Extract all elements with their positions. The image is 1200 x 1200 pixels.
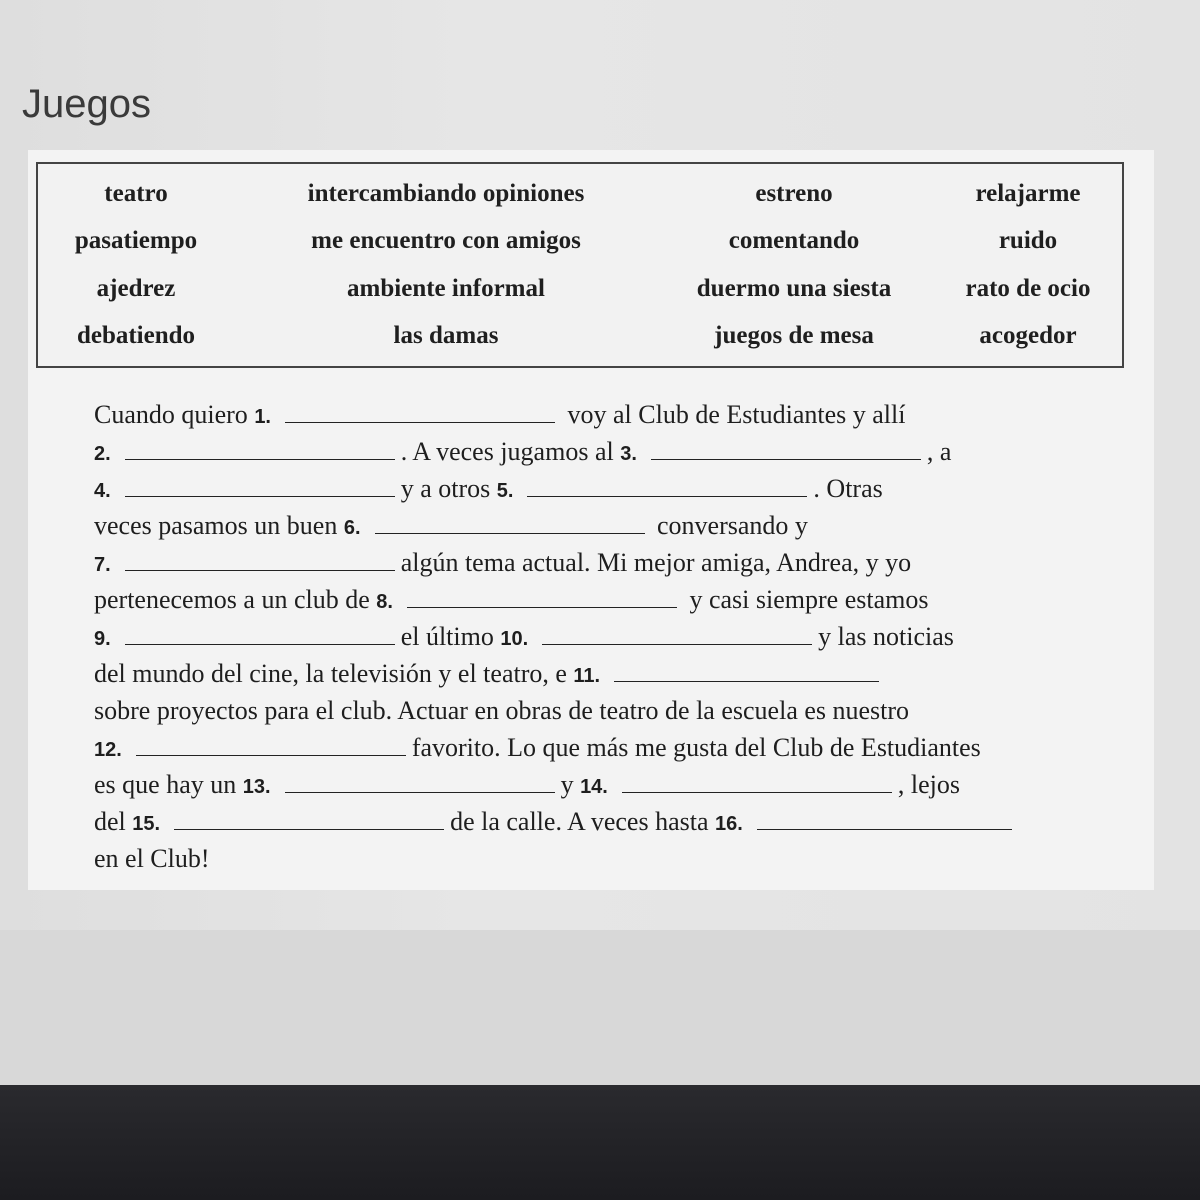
passage-text: en el Club!	[94, 844, 210, 873]
blank-9[interactable]	[125, 622, 395, 645]
passage-line	[94, 507, 1124, 544]
monitor-bezel	[0, 1085, 1200, 1200]
blank-5[interactable]	[527, 474, 807, 497]
word-bank-item: acogedor	[979, 322, 1077, 350]
passage-text: . A veces jugamos al	[400, 437, 614, 466]
blank-number: 12.	[94, 739, 122, 761]
passage-text: , a	[926, 437, 952, 466]
word-bank-item: debatiendo	[76, 322, 196, 350]
blank-number: 3.	[620, 443, 637, 465]
blank-1[interactable]	[285, 400, 555, 423]
passage	[94, 396, 1124, 877]
blank-number: 1.	[254, 406, 271, 428]
blank-number: 5.	[496, 480, 514, 502]
passage-text: y a otros	[400, 474, 491, 503]
blank-number: 9.	[94, 628, 111, 650]
blank-number: 11.	[573, 665, 601, 687]
passage-text: y las noticias	[818, 622, 954, 651]
blank-13[interactable]	[285, 770, 555, 793]
word-bank-item: ambiente informal	[347, 274, 545, 302]
passage-text: veces pasamos un buen	[94, 511, 338, 540]
passage-line	[94, 618, 1124, 655]
passage-line	[94, 803, 1124, 840]
blank-12[interactable]	[136, 733, 406, 756]
passage-line	[94, 470, 1124, 507]
passage-text: es que hay un	[94, 770, 237, 799]
blank-7[interactable]	[125, 548, 395, 571]
word-bank-item: estreno	[755, 179, 833, 207]
passage-text: de la calle. A veces hasta	[450, 807, 709, 836]
blank-14[interactable]	[622, 770, 892, 793]
page-title: Juegos	[22, 82, 151, 126]
word-bank-item: teatro	[104, 179, 168, 207]
passage-text: conversando y	[657, 511, 808, 540]
passage-line	[94, 766, 1124, 803]
word-bank-item: me encuentro con amigos	[311, 227, 581, 255]
blank-10[interactable]	[542, 622, 812, 645]
passage-text: pertenecemos a un club de	[94, 585, 370, 614]
word-bank-item: pasatiempo	[74, 227, 198, 255]
word-bank-item: relajarme	[975, 179, 1081, 207]
blank-3[interactable]	[651, 437, 921, 460]
blank-number: 15.	[132, 813, 161, 835]
blank-number: 14.	[580, 776, 608, 798]
worksheet	[28, 150, 1154, 890]
word-bank-item: duermo una siesta	[696, 274, 892, 302]
passage-line	[94, 729, 1124, 766]
desk-surface	[0, 930, 1200, 1085]
blank-4[interactable]	[125, 474, 395, 497]
passage-line	[94, 396, 1124, 433]
blank-15[interactable]	[174, 807, 444, 830]
passage-line	[94, 433, 1124, 470]
passage-text: Cuando quiero	[94, 400, 248, 429]
passage-text: el último	[400, 622, 494, 651]
passage-text: del	[94, 807, 126, 836]
blank-11[interactable]	[614, 659, 879, 682]
word-bank-item: comentando	[728, 227, 860, 255]
blank-number: 8.	[376, 591, 393, 613]
word-bank-item: juegos de mesa	[714, 322, 874, 350]
word-bank	[36, 162, 1124, 368]
passage-text: favorito. Lo que más me gusta del Club de Estudiantes	[411, 733, 981, 762]
passage-line	[94, 692, 1124, 729]
blank-6[interactable]	[375, 511, 645, 534]
blank-number: 2.	[94, 443, 111, 465]
blank-number: 10.	[500, 628, 529, 650]
passage-text: algún tema actual. Mi mejor amiga, Andrea, y yo	[400, 548, 912, 577]
word-bank-item: ajedrez	[96, 274, 176, 302]
blank-number: 13.	[242, 776, 271, 798]
word-bank-item: intercambiando opiniones	[307, 179, 585, 207]
passage-text: del mundo del cine, la televisión y el teatro, e	[94, 659, 567, 688]
passage-text: y	[560, 770, 574, 799]
blank-number: 7.	[94, 554, 111, 576]
blank-16[interactable]	[757, 807, 1012, 830]
passage-text: sobre proyectos para el club. Actuar en obras de teatro de la escuela es nuestro	[94, 696, 910, 725]
blank-8[interactable]	[407, 585, 677, 608]
blank-number: 16.	[715, 813, 743, 835]
passage-text: , lejos	[897, 770, 960, 799]
passage-text: . Otras	[813, 474, 883, 503]
passage-text: voy al Club de Estudiantes y allí	[567, 400, 906, 429]
passage-text: y casi siempre estamos	[689, 585, 929, 614]
blank-number: 4.	[94, 480, 111, 502]
blank-2[interactable]	[125, 437, 395, 460]
blank-number: 6.	[343, 517, 361, 539]
passage-line	[94, 581, 1124, 618]
word-bank-item: rato de ocio	[965, 274, 1091, 302]
passage-line	[94, 655, 1124, 692]
word-bank-item: las damas	[393, 322, 499, 350]
passage-line	[94, 544, 1124, 581]
passage-line	[94, 840, 1124, 877]
word-bank-item: ruido	[998, 227, 1058, 255]
